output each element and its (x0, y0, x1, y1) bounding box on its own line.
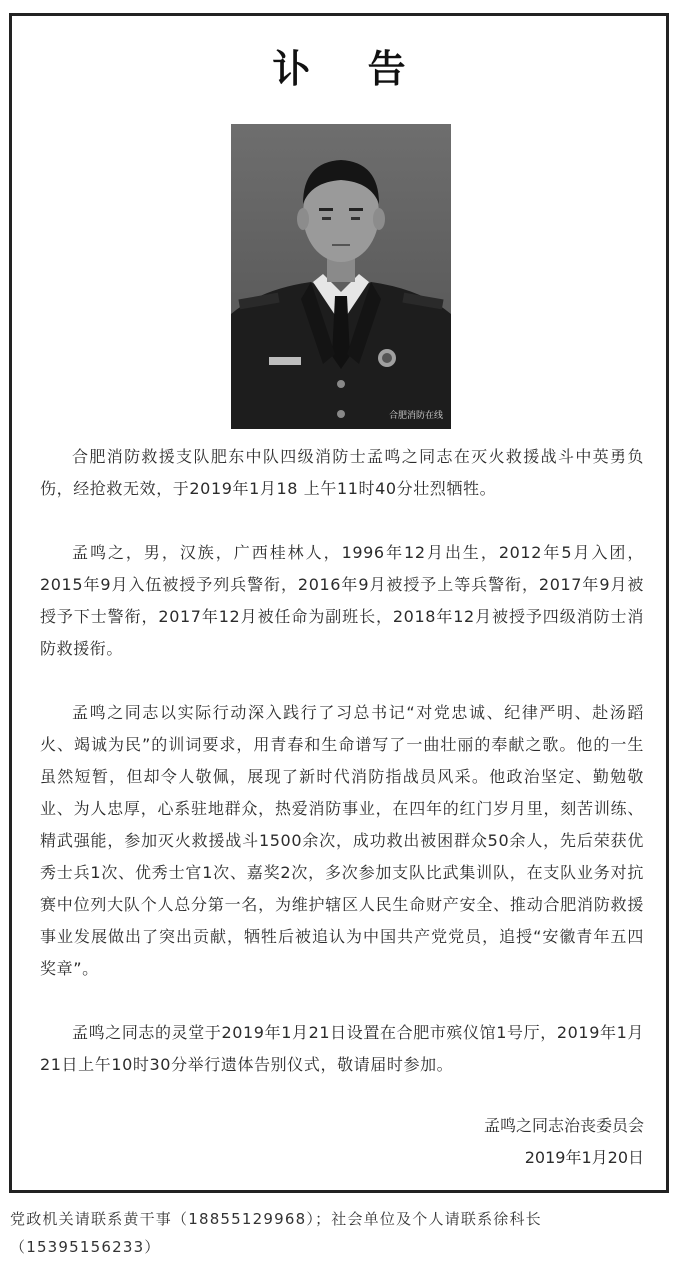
paragraph-memorial: 孟鸣之同志的灵堂于2019年1月21日设置在合肥市殡仪馆1号厅，2019年1月21日上午10时30分举行遗体告别仪式，敬请届时参加。 (40, 1023, 644, 1074)
paragraph-biography: 孟鸣之，男，汉族，广西桂林人，1996年12月出生，2012年5月入团，2015年9月入伍被授予列兵警衔，2016年9月被授予上等兵警衔，2017年9月被授予下士警衔，2017年12月被任命为副班长，2018年12月被授予四级消防士消防救援衔。 (40, 543, 644, 658)
portrait-photo (231, 124, 451, 429)
signature-block (484, 1110, 644, 1174)
obituary-body (40, 441, 644, 1113)
committee-name: 孟鸣之同志治丧委员会 (483, 1116, 644, 1135)
paragraph-announcement: 合肥消防救援支队肥东中队四级消防士孟鸣之同志在灭火救援战斗中英勇负伤，经抢救无效，于2019年1月18 上午11时40分壮烈牺牲。 (40, 447, 644, 498)
signature-date: 2019年1月20日 (524, 1148, 644, 1167)
contact-info: 党政机关请联系黄干事（18855129968）；社会单位及个人请联系徐科长（15395156233） (10, 1210, 542, 1256)
page-title: 讣 告 (272, 47, 428, 91)
photo-watermark: 合肥消防在线 (388, 411, 443, 421)
obituary-frame (9, 13, 669, 1193)
paragraph-merits: 孟鸣之同志以实际行动深入践行了习总书记“对党忠诚、纪律严明、赴汤蹈火、竭诚为民”的训词要求，用青春和生命谱写了一曲壮丽的奉献之歌。他的一生虽然短暂，但却令人敬佩，展现了新时代消防指战员风采。他政治坚定、勤勉敬业、为人忠厚，心系驻地群众，热爱消防事业，在四年的红门岁月里，刻苦训练、精武强能，参加灭火救援战斗1500余次，成功救出被困群众50余人，先后荣获优秀士兵1次、优秀士官1次、嘉奖2次，多次参加支队比武集训队，在支队业务对抗赛中位列大队个人总分第一名，为维护辖区人民生命财产安全、推动合肥消防救援事业发展做出了突出贡献，牺牲后被追认为中国共产党党员，追授“安徽青年五四奖章”。 (40, 703, 644, 978)
